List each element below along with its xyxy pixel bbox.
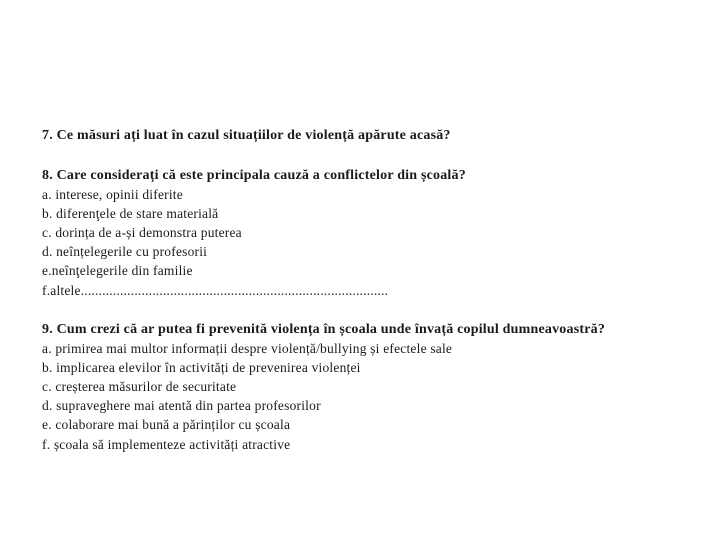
question-9-option-b: b. implicarea elevilor în activități de prevenirea violenței: [42, 360, 361, 375]
question-9-option-e: e. colaborare mai bună a părinților cu școala: [42, 417, 291, 432]
question-8-option-d: d. neînțelegerile cu profesorii: [42, 244, 208, 259]
question-8-option-e: e.neînţelegerile din familie: [42, 263, 193, 278]
question-9-option-d: d. supraveghere mai atentă din partea profesorilor: [42, 398, 321, 413]
question-8-title: 8. Care considerați că este principala cauză a conflictelor din școală?: [42, 168, 466, 183]
question-9-option-a: a. primirea mai multor informații despre violență/bullying și efectele sale: [42, 341, 453, 356]
question-8-option-f: f.altele......................................................................................: [42, 283, 389, 298]
question-8-option-b: b. diferenţele de stare materială: [42, 206, 219, 221]
question-9-option-f: f. școala să implementeze activități atractive: [42, 437, 291, 452]
question-8-option-c: c. dorința de a-și demonstra puterea: [42, 225, 242, 240]
question-9-title: 9. Cum crezi că ar putea fi prevenită violența în școala unde învață copilul dumneavoastră?: [42, 322, 606, 337]
question-7-title: 7. Ce măsuri ați luat în cazul situațiilor de violență apărute acasă?: [42, 128, 451, 143]
question-9-option-c: c. creșterea măsurilor de securitate: [42, 379, 237, 394]
question-8-option-a: a. interese, opinii diferite: [42, 187, 183, 202]
